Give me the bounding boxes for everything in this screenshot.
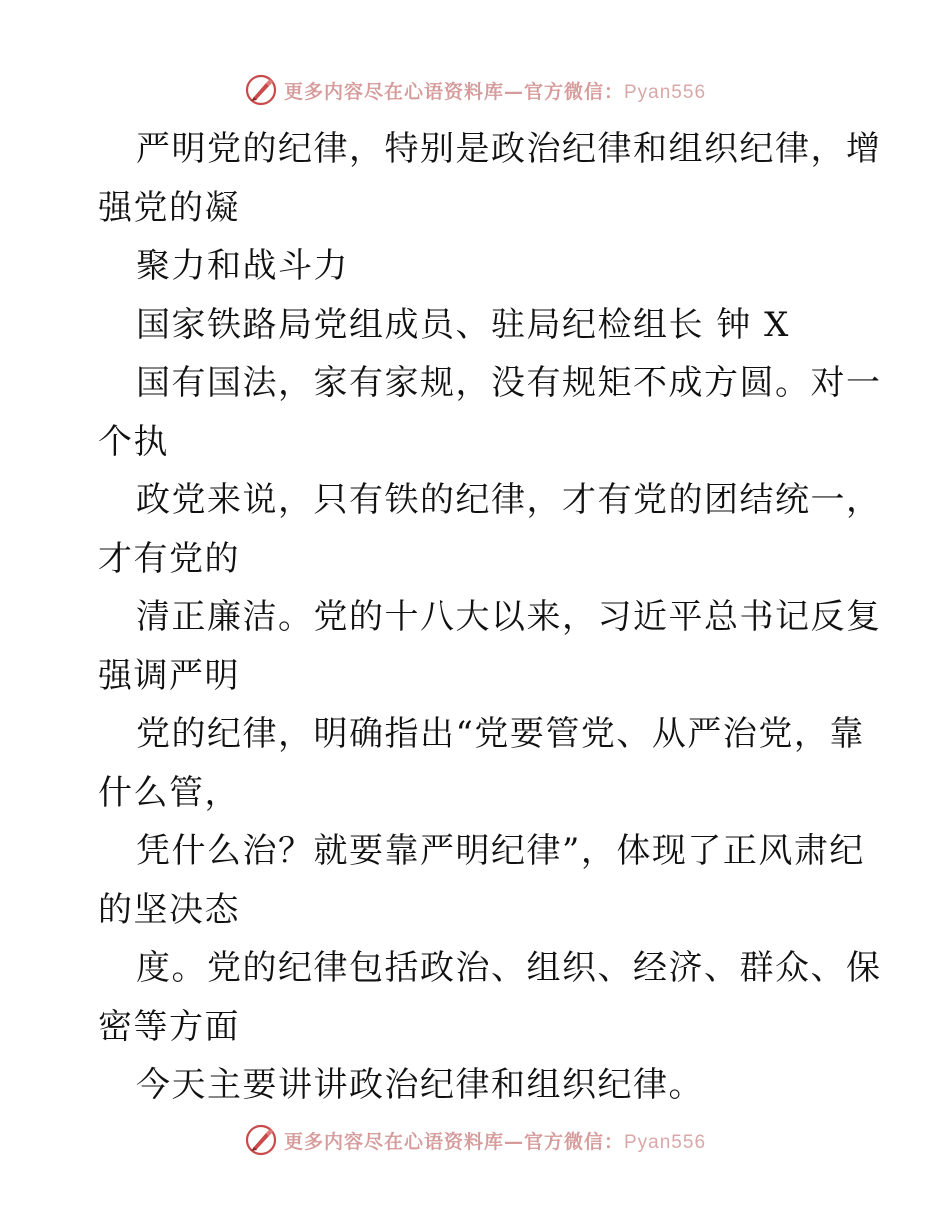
text-line: 今天主要讲讲政治纪律和组织纪律。 [136,1065,704,1105]
text-line: 党的纪律，明确指出“党要管党、从严治党，靠 [136,714,865,754]
text-line: 国有国法，家有家规，没有规矩不成方圆。对一 [136,363,882,403]
text-line: 什么管， [98,772,240,813]
footer-wechat-id: Pyan556 [624,1131,707,1153]
header-banner-text [284,77,706,104]
text-line: 的坚决态 [98,889,240,930]
footer-banner-label: 更多内容尽在心语资料库—官方微信： [283,1130,624,1153]
text-line: 聚力和战斗力 [136,246,349,286]
text-line: 密等方面 [98,1006,240,1047]
text-line: 度。党的纪律包括政治、组织、经济、群众、保 [136,948,882,988]
footer-banner-text [284,1127,706,1154]
pen-logo-icon [244,73,278,107]
text-line: 个执 [98,421,169,462]
text-line: 凭什么治？就要靠严明纪律”，体现了正风肃纪 [136,831,865,871]
text-line: 严明党的纪律，特别是政治纪律和组织纪律，增 [136,129,882,169]
pen-logo-icon [244,1123,278,1157]
document-body [98,120,882,1115]
author-line: 国家铁路局党组成员、驻局纪检组长 钟 X [136,304,790,345]
text-line: 政党来说，只有铁的纪律，才有党的团结统一， [136,480,882,520]
text-line: 强调严明 [98,655,240,696]
header-banner-label: 更多内容尽在心语资料库—官方微信： [283,80,624,103]
header-wechat-id: Pyan556 [624,81,707,103]
text-line: 强党的凝 [98,187,240,228]
text-line: 才有党的 [98,538,240,579]
header-banner [0,70,950,110]
footer-banner [0,1120,950,1160]
text-line: 清正廉洁。党的十八大以来，习近平总书记反复 [136,597,882,637]
